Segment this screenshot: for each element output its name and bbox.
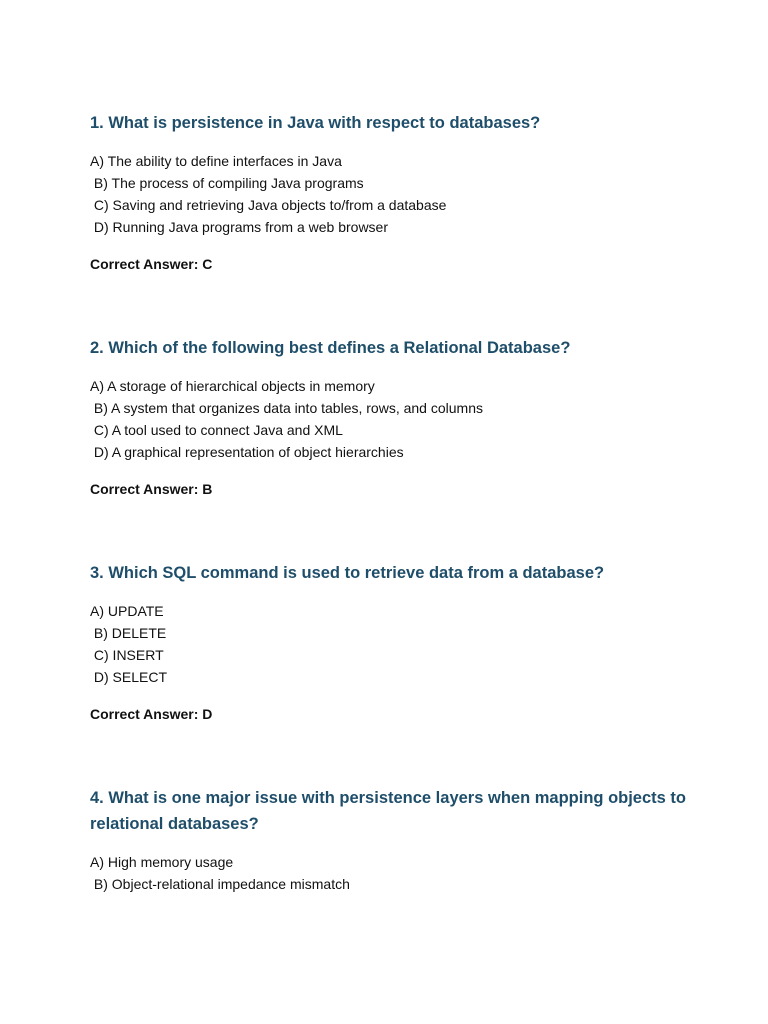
option-b: B) The process of compiling Java programs (90, 175, 364, 191)
correct-answer: Correct Answer: B (90, 481, 213, 497)
option-a: A) A storage of hierarchical objects in memory (90, 378, 375, 394)
option-list (90, 375, 690, 463)
correct-answer: Correct Answer: C (90, 256, 213, 272)
option-c: C) Saving and retrieving Java objects to/from a database (90, 197, 447, 213)
option-d: D) A graphical representation of object hierarchies (90, 444, 404, 460)
option-b: B) Object-relational impedance mismatch (90, 876, 350, 892)
option-a: A) The ability to define interfaces in Java (90, 153, 342, 169)
question-4 (90, 785, 690, 895)
question-3 (90, 560, 690, 724)
option-a: A) High memory usage (90, 854, 234, 870)
option-c: C) INSERT (90, 647, 164, 663)
question-title: 3. Which SQL command is used to retrieve data from a database? (90, 564, 605, 582)
question-title: 1. What is persistence in Java with respect to databases? (90, 114, 541, 132)
option-b: B) A system that organizes data into tables, rows, and columns (90, 400, 483, 416)
question-title: 4. What is one major issue with persistence layers when mapping objects to relational databases? (90, 789, 686, 833)
question-2 (90, 335, 690, 499)
option-d: D) SELECT (90, 669, 168, 685)
question-title: 2. Which of the following best defines a Relational Database? (90, 339, 571, 357)
option-list (90, 600, 690, 688)
option-d: D) Running Java programs from a web browser (90, 219, 389, 235)
option-list (90, 851, 690, 895)
option-c: C) A tool used to connect Java and XML (90, 422, 343, 438)
correct-answer: Correct Answer: D (90, 706, 213, 722)
option-list (90, 150, 690, 238)
option-a: A) UPDATE (90, 603, 164, 619)
question-1 (90, 110, 690, 274)
option-b: B) DELETE (90, 625, 167, 641)
